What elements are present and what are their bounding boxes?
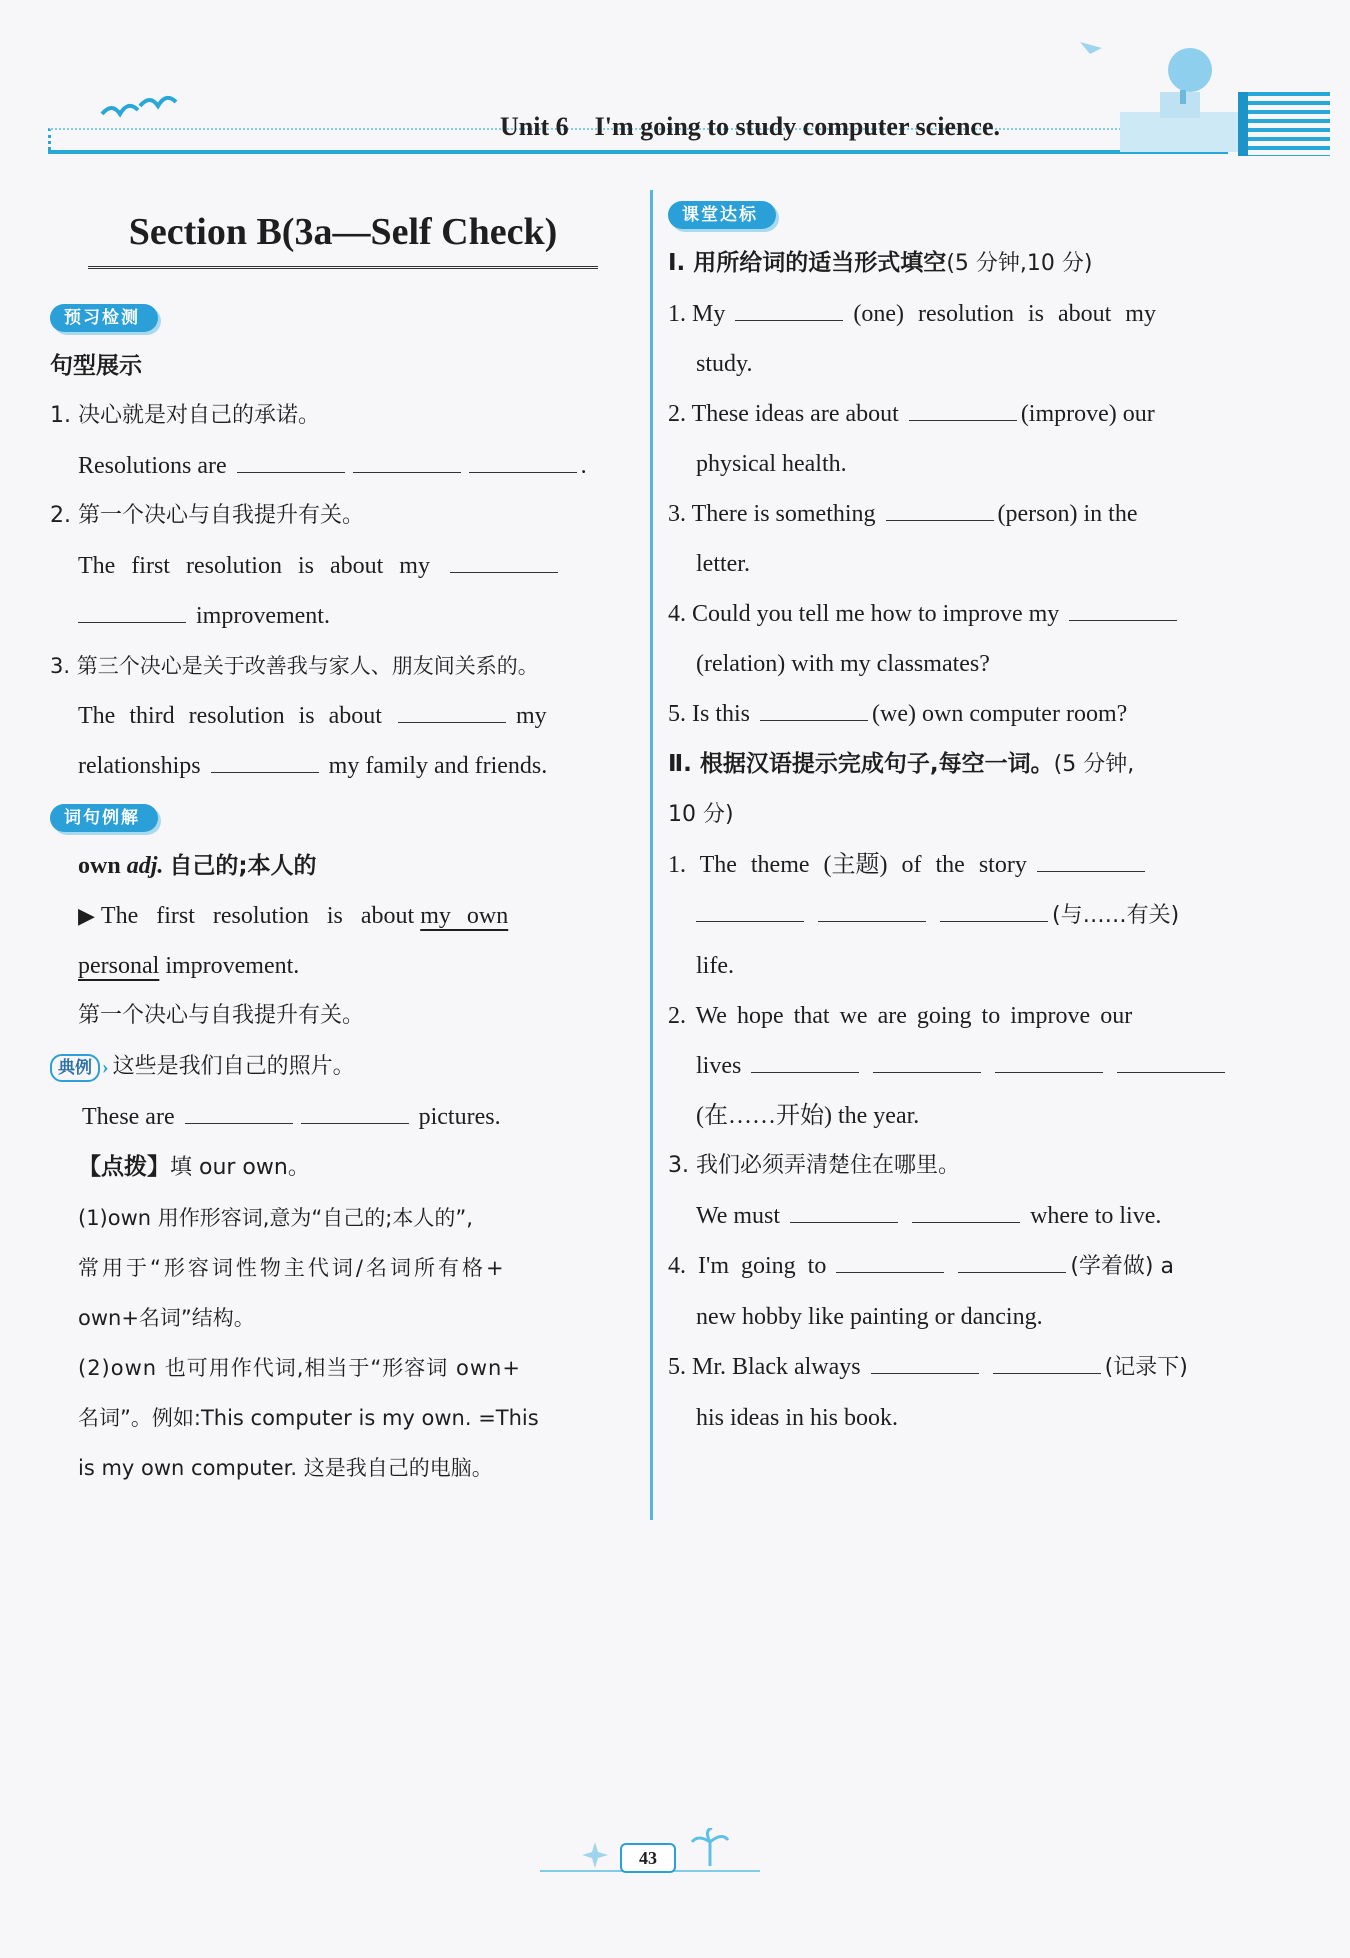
note1-l1: (1)own 用作形容词,意为“自己的;本人的”, [78, 1206, 473, 1230]
blank[interactable] [751, 1050, 859, 1073]
chevron-right-icon: › [102, 1056, 109, 1078]
part1-title: Ⅰ. 用所给词的适当形式填空(5 分钟,10 分) [668, 250, 1093, 276]
part2-time: 10 分) [668, 802, 734, 827]
blank[interactable] [211, 750, 319, 773]
p2-q3-cn: 3. 我们必须弄清楚住在哪里。 [668, 1153, 960, 1178]
class-goal-tag: 课堂达标 [668, 201, 776, 229]
item3-en: The third resolution is about my [50, 691, 640, 741]
p2-q1-cont: life. [696, 953, 734, 979]
item3-en2: relationships my family and friends. [50, 741, 640, 791]
word-explain-tag: 词句例解 [50, 804, 158, 832]
item1-en: Resolutions are . [50, 441, 640, 491]
sentence-heading: 句型展示 [50, 353, 142, 379]
blank[interactable] [940, 899, 1048, 922]
palm-icon [690, 1828, 730, 1868]
p1-q4-cont: (relation) with my classmates? [696, 651, 990, 677]
item2-cn: 2. 第一个决心与自我提升有关。 [50, 503, 364, 528]
blank[interactable] [301, 1101, 409, 1124]
header-block [1238, 92, 1248, 156]
blank[interactable] [818, 899, 926, 922]
p2-q2: 2. We hope that we are going to improve our [668, 1003, 1133, 1029]
blank[interactable] [469, 450, 577, 473]
blank[interactable] [790, 1200, 898, 1223]
blank[interactable] [353, 450, 461, 473]
blank[interactable] [995, 1050, 1103, 1073]
birds-icon [100, 92, 180, 132]
p1-q2: 2. These ideas are about (improve) our [668, 389, 1258, 439]
word-entry: own adj. 自己的;本人的 [78, 853, 317, 879]
p1-q3-cont: letter. [696, 551, 750, 577]
item1-cn: 1. 决心就是对自己的承诺。 [50, 403, 320, 428]
part2-title: Ⅱ. 根据汉语提示完成句子,每空一词。(5 分钟, [668, 751, 1135, 777]
note2-l2: 名词”。例如:This computer is my own. =This [78, 1406, 539, 1430]
p2-q3: We must where to live. [668, 1191, 1258, 1241]
blank[interactable] [398, 700, 506, 723]
example-line-2: personal improvement. [78, 953, 300, 979]
item2-en: The first resolution is about my [50, 541, 640, 591]
blank[interactable] [78, 600, 186, 623]
p2-q1-blanks: (与……有关) [668, 890, 1258, 941]
section-title: Section B(3a—Self Check) [88, 200, 598, 269]
globe-illustration-icon [1080, 30, 1240, 160]
typical-en: These are pictures. [50, 1092, 640, 1142]
blank[interactable] [871, 1351, 979, 1374]
blank[interactable] [1117, 1050, 1225, 1073]
blank[interactable] [909, 398, 1017, 421]
blank[interactable] [873, 1050, 981, 1073]
triangle-icon: ▶ [78, 903, 95, 928]
star-icon [580, 1840, 610, 1870]
note1-l3: own+名词”结构。 [78, 1306, 255, 1330]
p1-q4: 4. Could you tell me how to improve my [668, 589, 1258, 639]
p1-q5: 5. Is this (we) own computer room? [668, 689, 1258, 739]
p2-q4: 4. I'm going to (学着做) a [668, 1241, 1258, 1292]
item3-cn: 3. 第三个决心是关于改善我与家人、朋友间关系的。 [50, 654, 539, 678]
blank[interactable] [1069, 598, 1177, 621]
blank[interactable] [696, 899, 804, 922]
p2-q2-cont: (在……开始) the year. [696, 1103, 920, 1129]
p2-q2-blanks: lives [668, 1041, 1258, 1091]
note2-l3: is my own computer. 这是我自己的电脑。 [78, 1456, 493, 1480]
p1-q3: 3. There is something (person) in the [668, 489, 1258, 539]
blank[interactable] [958, 1250, 1066, 1273]
example-cn: 第一个决心与自我提升有关。 [78, 1003, 365, 1028]
blank[interactable] [836, 1250, 944, 1273]
typical-example: 典例 › 这些是我们自己的照片。 [50, 1041, 640, 1092]
page-header [0, 0, 1350, 170]
p2-q5-cont: his ideas in his book. [696, 1405, 898, 1431]
blank[interactable] [185, 1101, 293, 1124]
header-title: Unit 6 I'm going to study computer science. [500, 112, 1001, 141]
p1-q1: 1. My (one) resolution is about my [668, 289, 1258, 339]
example-line-1: ▶ The first resolution is about my own [78, 903, 509, 929]
blank[interactable] [993, 1351, 1101, 1374]
note2-l1: (2)own 也可用作代词,相当于“形容词 own+ [78, 1356, 521, 1380]
preview-check-tag: 预习检测 [50, 304, 158, 332]
p2-q1: 1. The theme (主题) of the story [668, 840, 1258, 890]
blank[interactable] [735, 298, 843, 321]
right-column [668, 188, 1258, 1443]
p1-q1-cont: study. [696, 351, 753, 377]
blank[interactable] [1037, 849, 1145, 872]
tip: 【点拨】填 our own。 [78, 1154, 310, 1180]
blank[interactable] [450, 550, 558, 573]
column-divider [650, 190, 653, 1520]
header-rule [48, 150, 1228, 154]
page-number: 43 [620, 1843, 676, 1873]
p2-q4-cont: new hobby like painting or dancing. [696, 1304, 1043, 1330]
blank[interactable] [886, 498, 994, 521]
blank[interactable] [912, 1200, 1020, 1223]
note1-l2: 常用于“形容词性物主代词/名词所有格+ [78, 1256, 507, 1280]
item2-en2: improvement. [50, 591, 640, 641]
left-column [50, 200, 640, 1493]
blank[interactable] [237, 450, 345, 473]
p1-q2-cont: physical health. [696, 451, 847, 477]
p2-q5: 5. Mr. Black always (记录下) [668, 1342, 1258, 1393]
header-stripes [1238, 92, 1330, 156]
blank[interactable] [760, 698, 868, 721]
typical-example-tag: 典例 [50, 1054, 100, 1082]
